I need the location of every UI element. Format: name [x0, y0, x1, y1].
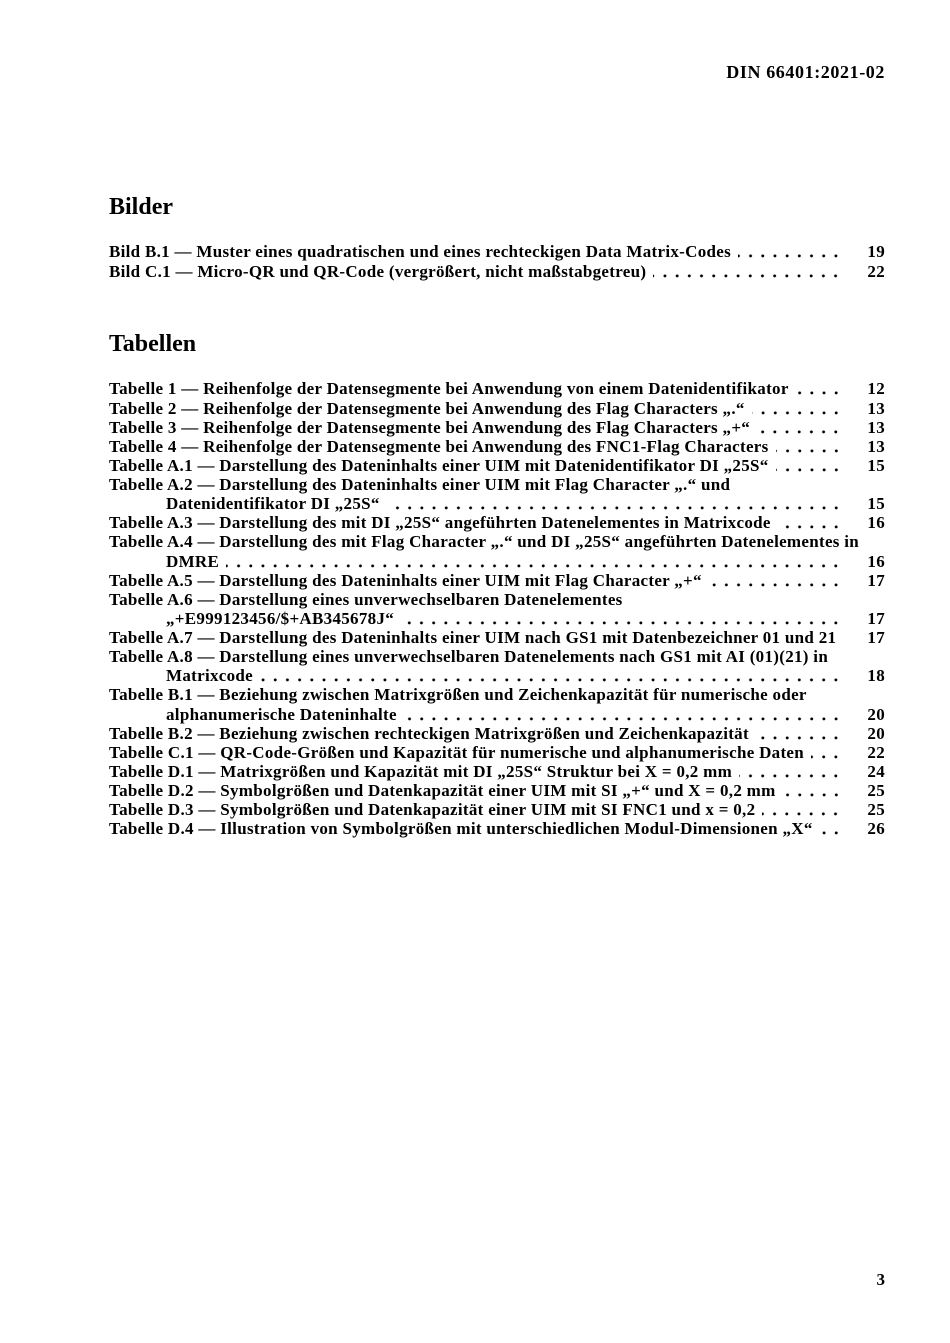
entry-title: Tabelle D.4 — Illustration von Symbolgrößen mit unterschiedlichen Modul-Dimensionen „X“ [109, 819, 813, 839]
dot-leader [757, 418, 842, 437]
entry-page-number: 17 [867, 628, 885, 648]
entry-title-continuation: Matrixcode [166, 666, 254, 686]
document-id: DIN 66401:2021-02 [726, 62, 885, 82]
entry-title: Tabelle 3 — Reihenfolge der Datensegmente bei Anwendung des Flag Characters „+“ [109, 417, 751, 437]
dot-leader [776, 437, 842, 456]
dot-leader [776, 456, 842, 475]
toc-entry-tabelle-a2[interactable] [109, 475, 885, 513]
entry-title: Tabelle A.4 — Darstellung des mit Flag Character „.“ und DI „25S“ angeführten Datenelementes in [109, 532, 860, 552]
entry-page-number: 13 [867, 417, 885, 437]
dot-leader [752, 399, 842, 418]
entry-page-number: 15 [867, 455, 885, 475]
dot-leader [404, 705, 842, 724]
dot-leader [762, 800, 842, 819]
entry-page-number: 25 [867, 800, 885, 820]
dot-leader [796, 379, 842, 398]
dot-leader [653, 262, 842, 281]
dot-leader [709, 571, 842, 590]
section-heading-tabellen: Tabellen [109, 331, 197, 357]
toc-list-tabellen [109, 379, 885, 838]
toc-entry-tabelle-a5[interactable] [109, 571, 885, 590]
toc-entry-tabelle-d2[interactable] [109, 781, 885, 800]
dot-leader [387, 494, 842, 513]
dot-leader [738, 242, 842, 261]
entry-title: Tabelle A.5 — Darstellung des Dateninhalts einer UIM mit Flag Character „+“ [109, 570, 702, 590]
toc-entry-tabelle-d3[interactable] [109, 800, 885, 819]
entry-title-continuation: alphanumerische Dateninhalte [166, 704, 397, 724]
entry-title: Tabelle D.1 — Matrixgrößen und Kapazität mit DI „25S“ Struktur bei X = 0,2 mm [109, 761, 733, 781]
toc-entry-tabelle-d4[interactable] [109, 819, 885, 838]
entry-title: Tabelle 4 — Reihenfolge der Datensegmente bei Anwendung des FNC1-Flag Characters [109, 436, 769, 456]
page-number: 3 [876, 1270, 885, 1289]
entry-page-number: 13 [867, 436, 885, 456]
dot-leader [811, 743, 842, 762]
entry-title: Tabelle 1 — Reihenfolge der Datensegmente bei Anwendung von einem Datenidentifikator [109, 379, 789, 399]
section-heading-bilder: Bilder [109, 194, 173, 220]
entry-page-number: 19 [867, 242, 885, 262]
toc-entry-tabelle-c1[interactable] [109, 743, 885, 762]
entry-title: Bild B.1 — Muster eines quadratischen und eines rechteckigen Data Matrix-Codes [109, 242, 732, 262]
toc-entry-tabelle-a1[interactable] [109, 456, 885, 475]
entry-title: Tabelle D.3 — Symbolgrößen und Datenkapazität einer UIM mit SI FNC1 und x = 0,2 [109, 800, 756, 820]
entry-page-number: 26 [867, 819, 885, 839]
toc-entry-tabelle-b1[interactable] [109, 685, 885, 723]
entry-page-number: 15 [867, 494, 885, 514]
toc-entry-tabelle-d1[interactable] [109, 762, 885, 781]
entry-page-number: 22 [867, 742, 885, 762]
entry-title: Tabelle A.7 — Darstellung des Dateninhalts einer UIM nach GS1 mit Datenbezeichner 01 und 21 [109, 628, 837, 648]
toc-entry-bild-c1[interactable] [109, 262, 885, 281]
toc-entry-tabelle-1[interactable] [109, 379, 885, 398]
entry-page-number: 13 [867, 398, 885, 418]
entry-title: Tabelle A.1 — Darstellung des Dateninhalts einer UIM mit Datenidentifikator DI „25S“ [109, 455, 769, 475]
dot-leader [783, 781, 842, 800]
entry-page-number: 25 [867, 781, 885, 801]
toc-entry-tabelle-a4[interactable] [109, 532, 885, 570]
toc-entry-tabelle-a8[interactable] [109, 647, 885, 685]
entry-title: Tabelle A.3 — Darstellung des mit DI „25S“ angeführten Datenelementes in Matrixcode [109, 513, 771, 533]
dot-leader [260, 666, 842, 685]
toc-list-bilder [109, 242, 885, 280]
entry-title: Tabelle B.1 — Beziehung zwischen Matrixgrößen und Zeichenkapazität für numerische oder [109, 685, 807, 705]
dot-leader [401, 609, 842, 628]
entry-page-number: 16 [867, 551, 885, 571]
entry-title-continuation: DMRE [166, 551, 220, 571]
entry-page-number: 17 [867, 570, 885, 590]
entry-page-number: 20 [867, 723, 885, 743]
toc-entry-tabelle-2[interactable] [109, 399, 885, 418]
entry-title: Tabelle B.2 — Beziehung zwischen rechteckigen Matrixgrößen und Zeichenkapazität [109, 723, 749, 743]
dot-leader [739, 762, 842, 781]
entry-page-number: 22 [867, 261, 885, 281]
entry-page-number: 12 [867, 379, 885, 399]
entry-title: Tabelle A.6 — Darstellung eines unverwechselbaren Datenelementes [109, 589, 623, 609]
entry-title-continuation: Datenidentifikator DI „25S“ [166, 494, 380, 514]
entry-title: Tabelle C.1 — QR-Code-Größen und Kapazität für numerische und alphanumerische Daten [109, 742, 805, 762]
toc-entry-tabelle-3[interactable] [109, 418, 885, 437]
dot-leader [820, 819, 842, 838]
toc-entry-tabelle-4[interactable] [109, 437, 885, 456]
entry-title-continuation: „+E999123456/$+AB345678J“ [166, 608, 395, 628]
leader-spacer [836, 628, 845, 647]
entry-title: Tabelle A.8 — Darstellung eines unverwechselbaren Datenelements nach GS1 mit AI (01)(21) in [109, 647, 829, 667]
entry-title: Tabelle A.2 — Darstellung des Dateninhalts einer UIM mit Flag Character „.“ und [109, 475, 731, 495]
entry-title: Bild C.1 — Micro-QR und QR-Code (vergrößert, nicht maßstabgetreu) [109, 261, 647, 281]
entry-page-number: 17 [867, 608, 885, 628]
dot-leader [778, 513, 842, 532]
entry-page-number: 16 [867, 513, 885, 533]
entry-page-number: 18 [867, 666, 885, 686]
toc-entry-tabelle-a7[interactable] [109, 628, 885, 647]
entry-title: Tabelle 2 — Reihenfolge der Datensegmente bei Anwendung des Flag Characters „.“ [109, 398, 745, 418]
toc-entry-tabelle-a6[interactable] [109, 590, 885, 628]
entry-page-number: 20 [867, 704, 885, 724]
entry-title: Tabelle D.2 — Symbolgrößen und Datenkapazität einer UIM mit SI „+“ und X = 0,2 mm [109, 781, 776, 801]
toc-entry-tabelle-a3[interactable] [109, 513, 885, 532]
toc-entry-tabelle-b2[interactable] [109, 724, 885, 743]
dot-leader [226, 552, 842, 571]
dot-leader [756, 724, 842, 743]
entry-page-number: 24 [867, 761, 885, 781]
toc-entry-bild-b1[interactable] [109, 242, 885, 261]
